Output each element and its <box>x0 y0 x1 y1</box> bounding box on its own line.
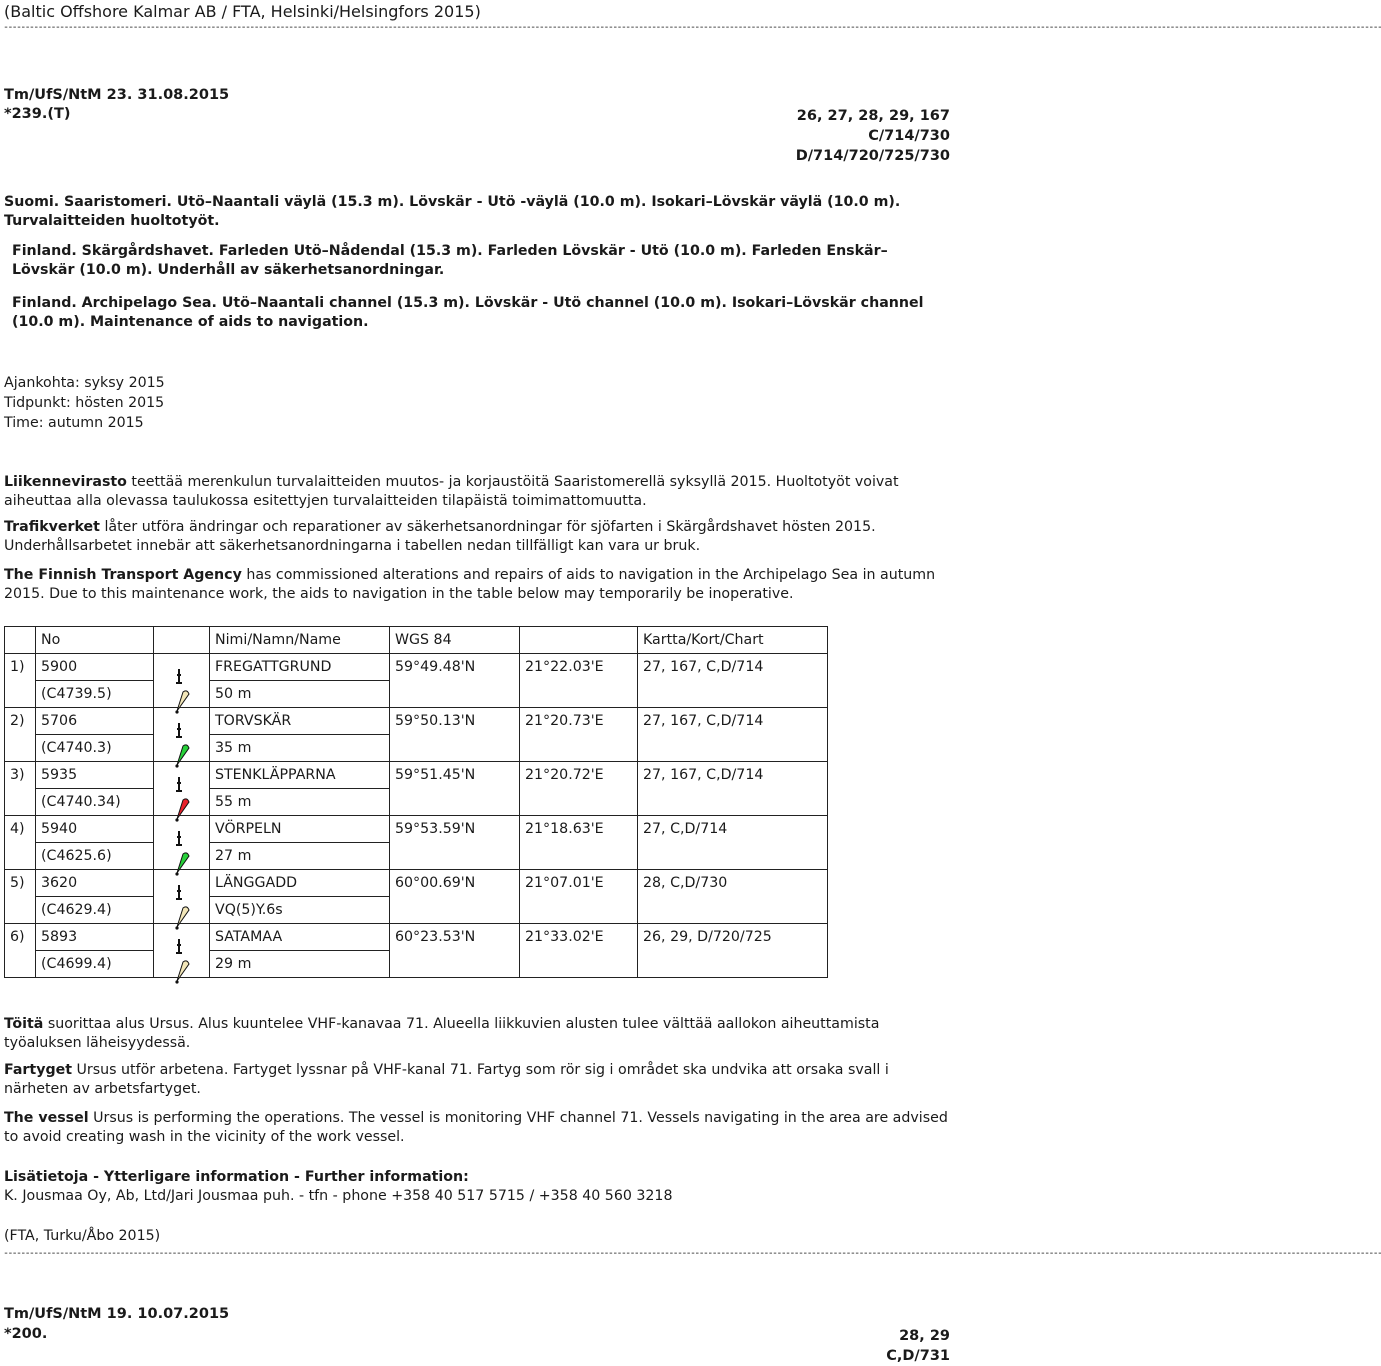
paragraph-en-lead: The Finnish Transport Agency <box>4 567 242 583</box>
light-name: SATAMAA <box>210 924 390 951</box>
longitude: 21°07.01'E <box>520 870 638 897</box>
chart-refs: 26, 29, D/720/725 <box>638 924 828 951</box>
row-index-cont <box>5 897 36 924</box>
table-header-row <box>5 627 828 654</box>
work-sv-text: Ursus utför arbetena. Fartyget lyssnar på VHF-kanal 71. Fartyg som rör sig i området ska undvika att orsaka svall i närheten av arbetsfartyget. <box>4 1062 889 1097</box>
light-symbol-cell-2 <box>154 681 210 708</box>
table-row <box>5 924 828 951</box>
header-wgs: WGS 84 <box>390 627 520 654</box>
light-name: TORVSKÄR <box>210 708 390 735</box>
work-fi <box>4 1015 956 1053</box>
light-symbol-cell-2 <box>154 843 210 870</box>
table-row <box>5 870 828 897</box>
header-name: Nimi/Namn/Name <box>210 627 390 654</box>
light-number: 5900 <box>36 654 154 681</box>
table-row-detail <box>5 897 828 924</box>
lat-cont <box>390 735 520 762</box>
next-notice-number: *200. <box>4 1326 48 1342</box>
chart-cont <box>638 951 828 978</box>
table-row-detail <box>5 843 828 870</box>
chart-cont <box>638 843 828 870</box>
lighthouse-mark <box>176 885 182 899</box>
intl-number: (C4740.3) <box>36 735 154 762</box>
latitude: 60°23.53'N <box>390 924 520 951</box>
paragraph-fi-text: teettää merenkulun turvalaitteiden muutos- ja korjaustöitä Saaristomerellä syksyllä 2015. Huoltotyöt voivat aiheuttaa alla olevassa taulukossa esitettyjen turvalaitteiden tilapäistä toimimattomuutta. <box>4 474 899 509</box>
paragraph-sv-text: låter utföra ändringar och reparationer av säkerhetsanordningar för sjöfarten i Skärgårdshavet hösten 2015. Underhållsarbetet innebär att säkerhetsanordningarna i tabellen nedan tillfälligt kan vara ur bruk. <box>4 519 876 554</box>
lighthouse-mark <box>176 939 182 953</box>
next-charts-line-2: C,D/731 <box>886 1348 950 1364</box>
table-row-detail <box>5 789 828 816</box>
intl-number: (C4740.34) <box>36 789 154 816</box>
chart-refs: 27, 167, C,D/714 <box>638 654 828 681</box>
longitude: 21°22.03'E <box>520 654 638 681</box>
lat-cont <box>390 897 520 924</box>
work-sv-lead: Fartyget <box>4 1062 73 1078</box>
work-en <box>4 1109 956 1147</box>
row-index-cont <box>5 681 36 708</box>
chart-cont <box>638 789 828 816</box>
light-symbol-cell-2 <box>154 951 210 978</box>
intl-number: (C4739.5) <box>36 681 154 708</box>
table-row-detail <box>5 951 828 978</box>
paragraph-en <box>4 566 956 604</box>
aids-table <box>4 626 828 978</box>
chart-cont <box>638 735 828 762</box>
paragraph-en-text: has commissioned alterations and repairs of aids to navigation in the Archipelago Sea in autumn 2015. Due to this maintenance work, the aids to navigation in the table below may temporarily be inoperative. <box>4 567 936 602</box>
row-index: 5) <box>5 870 36 897</box>
lighthouse-mark <box>176 723 182 737</box>
light-symbol-cell-2 <box>154 897 210 924</box>
light-number: 5706 <box>36 708 154 735</box>
lighthouse-mark <box>176 669 182 683</box>
header-lon <box>520 627 638 654</box>
lat-cont <box>390 843 520 870</box>
latitude: 60°00.69'N <box>390 870 520 897</box>
row-index-cont <box>5 735 36 762</box>
notice-ref: Tm/UfS/NtM 23. 31.08.2015 <box>4 87 230 103</box>
light-symbol-cell-2 <box>154 789 210 816</box>
row-index-cont <box>5 951 36 978</box>
charts-line-2: C/714/730 <box>868 128 950 144</box>
time-sv: Tidpunkt: hösten 2015 <box>4 395 165 411</box>
work-en-lead: The vessel <box>4 1110 89 1126</box>
light-number: 5893 <box>36 924 154 951</box>
intl-number: (C4629.4) <box>36 897 154 924</box>
lon-cont <box>520 789 638 816</box>
chart-refs: 27, 167, C,D/714 <box>638 708 828 735</box>
table-row <box>5 762 828 789</box>
next-notice-charts <box>886 1326 950 1366</box>
header-chart: Kartta/Kort/Chart <box>638 627 828 654</box>
title-sv: Finland. Skärgårdshavet. Farleden Utö–Nådendal (15.3 m). Farleden Lövskär - Utö (10.0 m). Farleden Enskär–Lövskär (10.0 m). Underhåll av säkerhetsanordningar. <box>12 243 888 278</box>
row-index-cont <box>5 843 36 870</box>
title-en: Finland. Archipelago Sea. Utö–Naantali channel (15.3 m). Lövskär - Utö channel (10.0 m). Isokari–Lövskär channel (10.0 m). Maintenance of aids to navigation. <box>12 295 924 330</box>
next-notice-ref: Tm/UfS/NtM 19. 10.07.2015 <box>4 1306 230 1322</box>
title-fi: Suomi. Saaristomeri. Utö–Naantali väylä (15.3 m). Lövskär - Utö -väylä (10.0 m). Isokari–Lövskär väylä (10.0 m). Turvalaitteiden huoltotyöt. <box>4 194 901 229</box>
lighthouse-icon <box>166 937 196 987</box>
longitude: 21°20.73'E <box>520 708 638 735</box>
lon-cont <box>520 681 638 708</box>
lat-cont <box>390 789 520 816</box>
next-charts-line-1: 28, 29 <box>899 1328 950 1344</box>
light-position-dot <box>175 980 178 983</box>
paragraph-sv-lead: Trafikverket <box>4 519 100 535</box>
row-index: 3) <box>5 762 36 789</box>
work-fi-lead: Töitä <box>4 1016 44 1032</box>
light-detail: 55 m <box>210 789 390 816</box>
further-info-label: Lisätietoja - Ytterligare information - Further information: <box>4 1169 469 1185</box>
work-fi-text: suorittaa alus Ursus. Alus kuuntelee VHF-kanavaa 71. Alueella liikkuvien alusten tulee välttää aallokon aiheuttamista työaluksen läheisyydessä. <box>4 1016 880 1051</box>
time-en: Time: autumn 2015 <box>4 415 144 431</box>
lon-cont <box>520 897 638 924</box>
table-row <box>5 654 828 681</box>
lat-cont <box>390 681 520 708</box>
latitude: 59°49.48'N <box>390 654 520 681</box>
chart-cont <box>638 897 828 924</box>
separator-bottom: ------------------------------------------------------------------------------------------------------------------------------------------------------------------------------------------------------------------------------------------------------------------------------------------------------------------------------- <box>3 1248 1381 1259</box>
row-index: 6) <box>5 924 36 951</box>
lon-cont <box>520 735 638 762</box>
lon-cont <box>520 951 638 978</box>
chart-refs: 27, C,D/714 <box>638 816 828 843</box>
light-flare <box>177 960 189 980</box>
table-row-detail <box>5 735 828 762</box>
separator-top: ------------------------------------------------------------------------------------------------------------------------------------------------------------------------------------------------------------------------------------------------------------------------------------------------------------------------------- <box>3 22 1381 33</box>
light-name: FREGATTGRUND <box>210 654 390 681</box>
header-symbol <box>154 627 210 654</box>
charts-line-1: 26, 27, 28, 29, 167 <box>796 108 950 124</box>
table-row-detail <box>5 681 828 708</box>
lighthouse-mark <box>176 777 182 791</box>
light-number: 5940 <box>36 816 154 843</box>
light-symbol-cell-2 <box>154 735 210 762</box>
source-footer: (FTA, Turku/Åbo 2015) <box>4 1228 161 1244</box>
chart-cont <box>638 681 828 708</box>
light-name: LÄNGGADD <box>210 870 390 897</box>
notice-number: *239.(T) <box>4 106 71 122</box>
paragraph-fi-lead: Liikennevirasto <box>4 474 127 490</box>
light-name: VÖRPELN <box>210 816 390 843</box>
light-detail: 27 m <box>210 843 390 870</box>
paragraph-fi <box>4 473 956 511</box>
longitude: 21°18.63'E <box>520 816 638 843</box>
work-sv <box>4 1061 956 1099</box>
longitude: 21°20.72'E <box>520 762 638 789</box>
lighthouse-mark <box>176 831 182 845</box>
time-fi: Ajankohta: syksy 2015 <box>4 375 165 391</box>
further-info-contact: K. Jousmaa Oy, Ab, Ltd/Jari Jousmaa puh. - tfn - phone +358 40 517 5715 / +358 40 560 3218 <box>4 1188 673 1204</box>
header-no: No <box>36 627 154 654</box>
light-detail: 29 m <box>210 951 390 978</box>
light-name: STENKLÄPPARNA <box>210 762 390 789</box>
notice-charts <box>796 106 950 166</box>
time-block <box>4 373 956 433</box>
chart-refs: 27, 167, C,D/714 <box>638 762 828 789</box>
latitude: 59°50.13'N <box>390 708 520 735</box>
row-index: 2) <box>5 708 36 735</box>
lon-cont <box>520 843 638 870</box>
row-index: 1) <box>5 654 36 681</box>
light-number: 5935 <box>36 762 154 789</box>
intl-number: (C4625.6) <box>36 843 154 870</box>
work-en-text: Ursus is performing the operations. The vessel is monitoring VHF channel 71. Vessels navigating in the area are advised to avoid creating wash in the vicinity of the work vessel. <box>4 1110 948 1145</box>
intl-number: (C4699.4) <box>36 951 154 978</box>
table-row <box>5 708 828 735</box>
lat-cont <box>390 951 520 978</box>
light-number: 3620 <box>36 870 154 897</box>
table-row <box>5 816 828 843</box>
row-index: 4) <box>5 816 36 843</box>
paragraph-sv <box>4 518 956 556</box>
light-detail: VQ(5)Y.6s <box>210 897 390 924</box>
source-header: (Baltic Offshore Kalmar AB / FTA, Helsinki/Helsingfors 2015) <box>4 2 481 21</box>
light-detail: 35 m <box>210 735 390 762</box>
latitude: 59°53.59'N <box>390 816 520 843</box>
header-index <box>5 627 36 654</box>
chart-refs: 28, C,D/730 <box>638 870 828 897</box>
light-detail: 50 m <box>210 681 390 708</box>
row-index-cont <box>5 789 36 816</box>
charts-line-3: D/714/720/725/730 <box>795 148 950 164</box>
longitude: 21°33.02'E <box>520 924 638 951</box>
latitude: 59°51.45'N <box>390 762 520 789</box>
